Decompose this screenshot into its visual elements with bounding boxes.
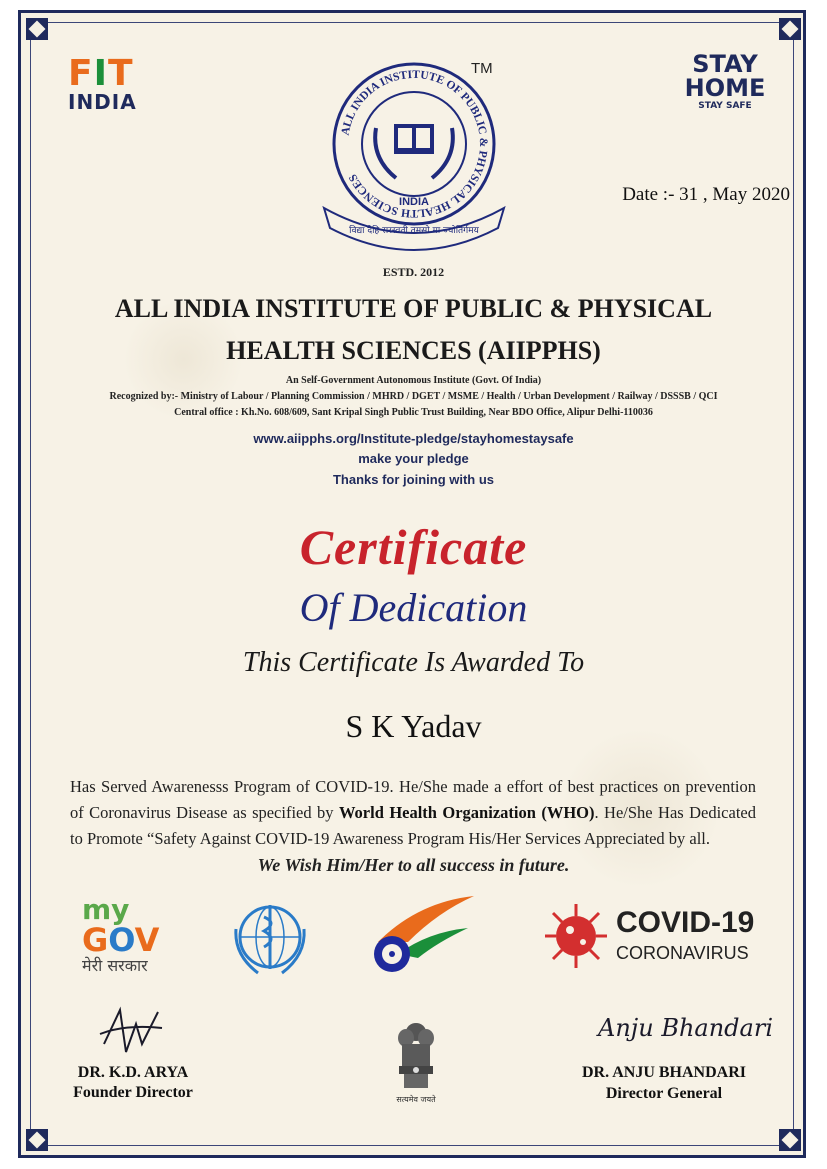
thanks-text: Thanks for joining with us xyxy=(332,472,495,487)
founder-role: Founder Director xyxy=(73,1084,193,1101)
institute-name-line1: ALL INDIA INSTITUTE OF PUBLIC & PHYSICAL xyxy=(114,294,713,323)
certificate-body: Has Served Awarenesss Program of COVID-19. He/She made a effort of best practices on prevention of Coronavirus Disease as specified by World Health Organization (WHO). He/She Has Dedicated to Promote “Safety Against COVID-19 Awareness Program His/Her Services Appreciated by all. xyxy=(70,777,756,848)
recipient-name: S K Yadav xyxy=(345,708,482,744)
fit-india-logo: FIT INDIA xyxy=(68,53,137,114)
central-office: Central office : Kh.No. 608/609, Sant Kripal Singh Public Trust Building, Near BDO Office, Alipur Delhi-110036 xyxy=(174,407,653,418)
institute-name-line2: HEALTH SCIENCES (AIIPPHS) xyxy=(226,336,601,365)
corner-ornament xyxy=(26,1129,48,1151)
pledge-url: www.aiipphs.org/Institute-pledge/stayhomestaysafe xyxy=(253,431,574,446)
established-year: ESTD. 2012 xyxy=(382,265,445,279)
trademark: TM xyxy=(471,60,493,77)
seal-motto: विद्या देहि सरस्वती तमसो मा ज्योतिर्गमय xyxy=(349,226,479,236)
covid-logo: COVID-19 CORONAVIRUS xyxy=(616,906,755,963)
corner-ornament xyxy=(779,18,801,40)
emblem-caption: सत्यमेव जयते xyxy=(396,1095,436,1104)
svg-text:Anju Bhandari: Anju Bhandari xyxy=(598,1014,773,1042)
recognized-by: Recognized by:- Ministry of Labour / Planning Commission / MHRD / DGET / MSME / Health / Urban Development / Railway / DSSSB / QCI xyxy=(109,391,718,402)
director-general-signature xyxy=(594,1004,773,1062)
mygov-logo: my GOV मेरी सरकार xyxy=(82,893,160,975)
wish-text: We Wish Him/Her to all success in future. xyxy=(257,855,570,875)
virus-icon xyxy=(543,900,609,972)
stay-home-logo: STAY HOME STAY SAFE xyxy=(684,50,766,111)
seal-center-text: INDIA xyxy=(399,196,429,208)
founder-signature xyxy=(96,1004,166,1062)
institute-seal xyxy=(316,58,512,254)
founder-name: DR. K.D. ARYA xyxy=(77,1064,189,1081)
awarded-to-label: This Certificate Is Awarded To xyxy=(242,647,585,678)
seal-ring-text: ALL INDIA INSTITUTE OF PUBLIC & PHYSICAL HEALTH SCIENCES xyxy=(339,68,490,220)
certificate-title: Certificate xyxy=(299,519,528,575)
certificate-date: Date :- 31 , May 2020 xyxy=(622,184,790,205)
certificate-subtitle: Of Dedication xyxy=(299,585,528,630)
national-emblem xyxy=(396,1018,436,1092)
flag-swoosh-logo xyxy=(368,892,478,978)
institute-subtitle: An Self-Government Autonomous Institute (Govt. Of India) xyxy=(285,375,542,386)
corner-ornament xyxy=(26,18,48,40)
pledge-text: make your pledge xyxy=(358,451,469,466)
who-logo xyxy=(228,895,312,979)
director-general-role: Director General xyxy=(605,1085,723,1102)
director-general-name: DR. ANJU BHANDARI xyxy=(581,1064,746,1081)
corner-ornament xyxy=(779,1129,801,1151)
